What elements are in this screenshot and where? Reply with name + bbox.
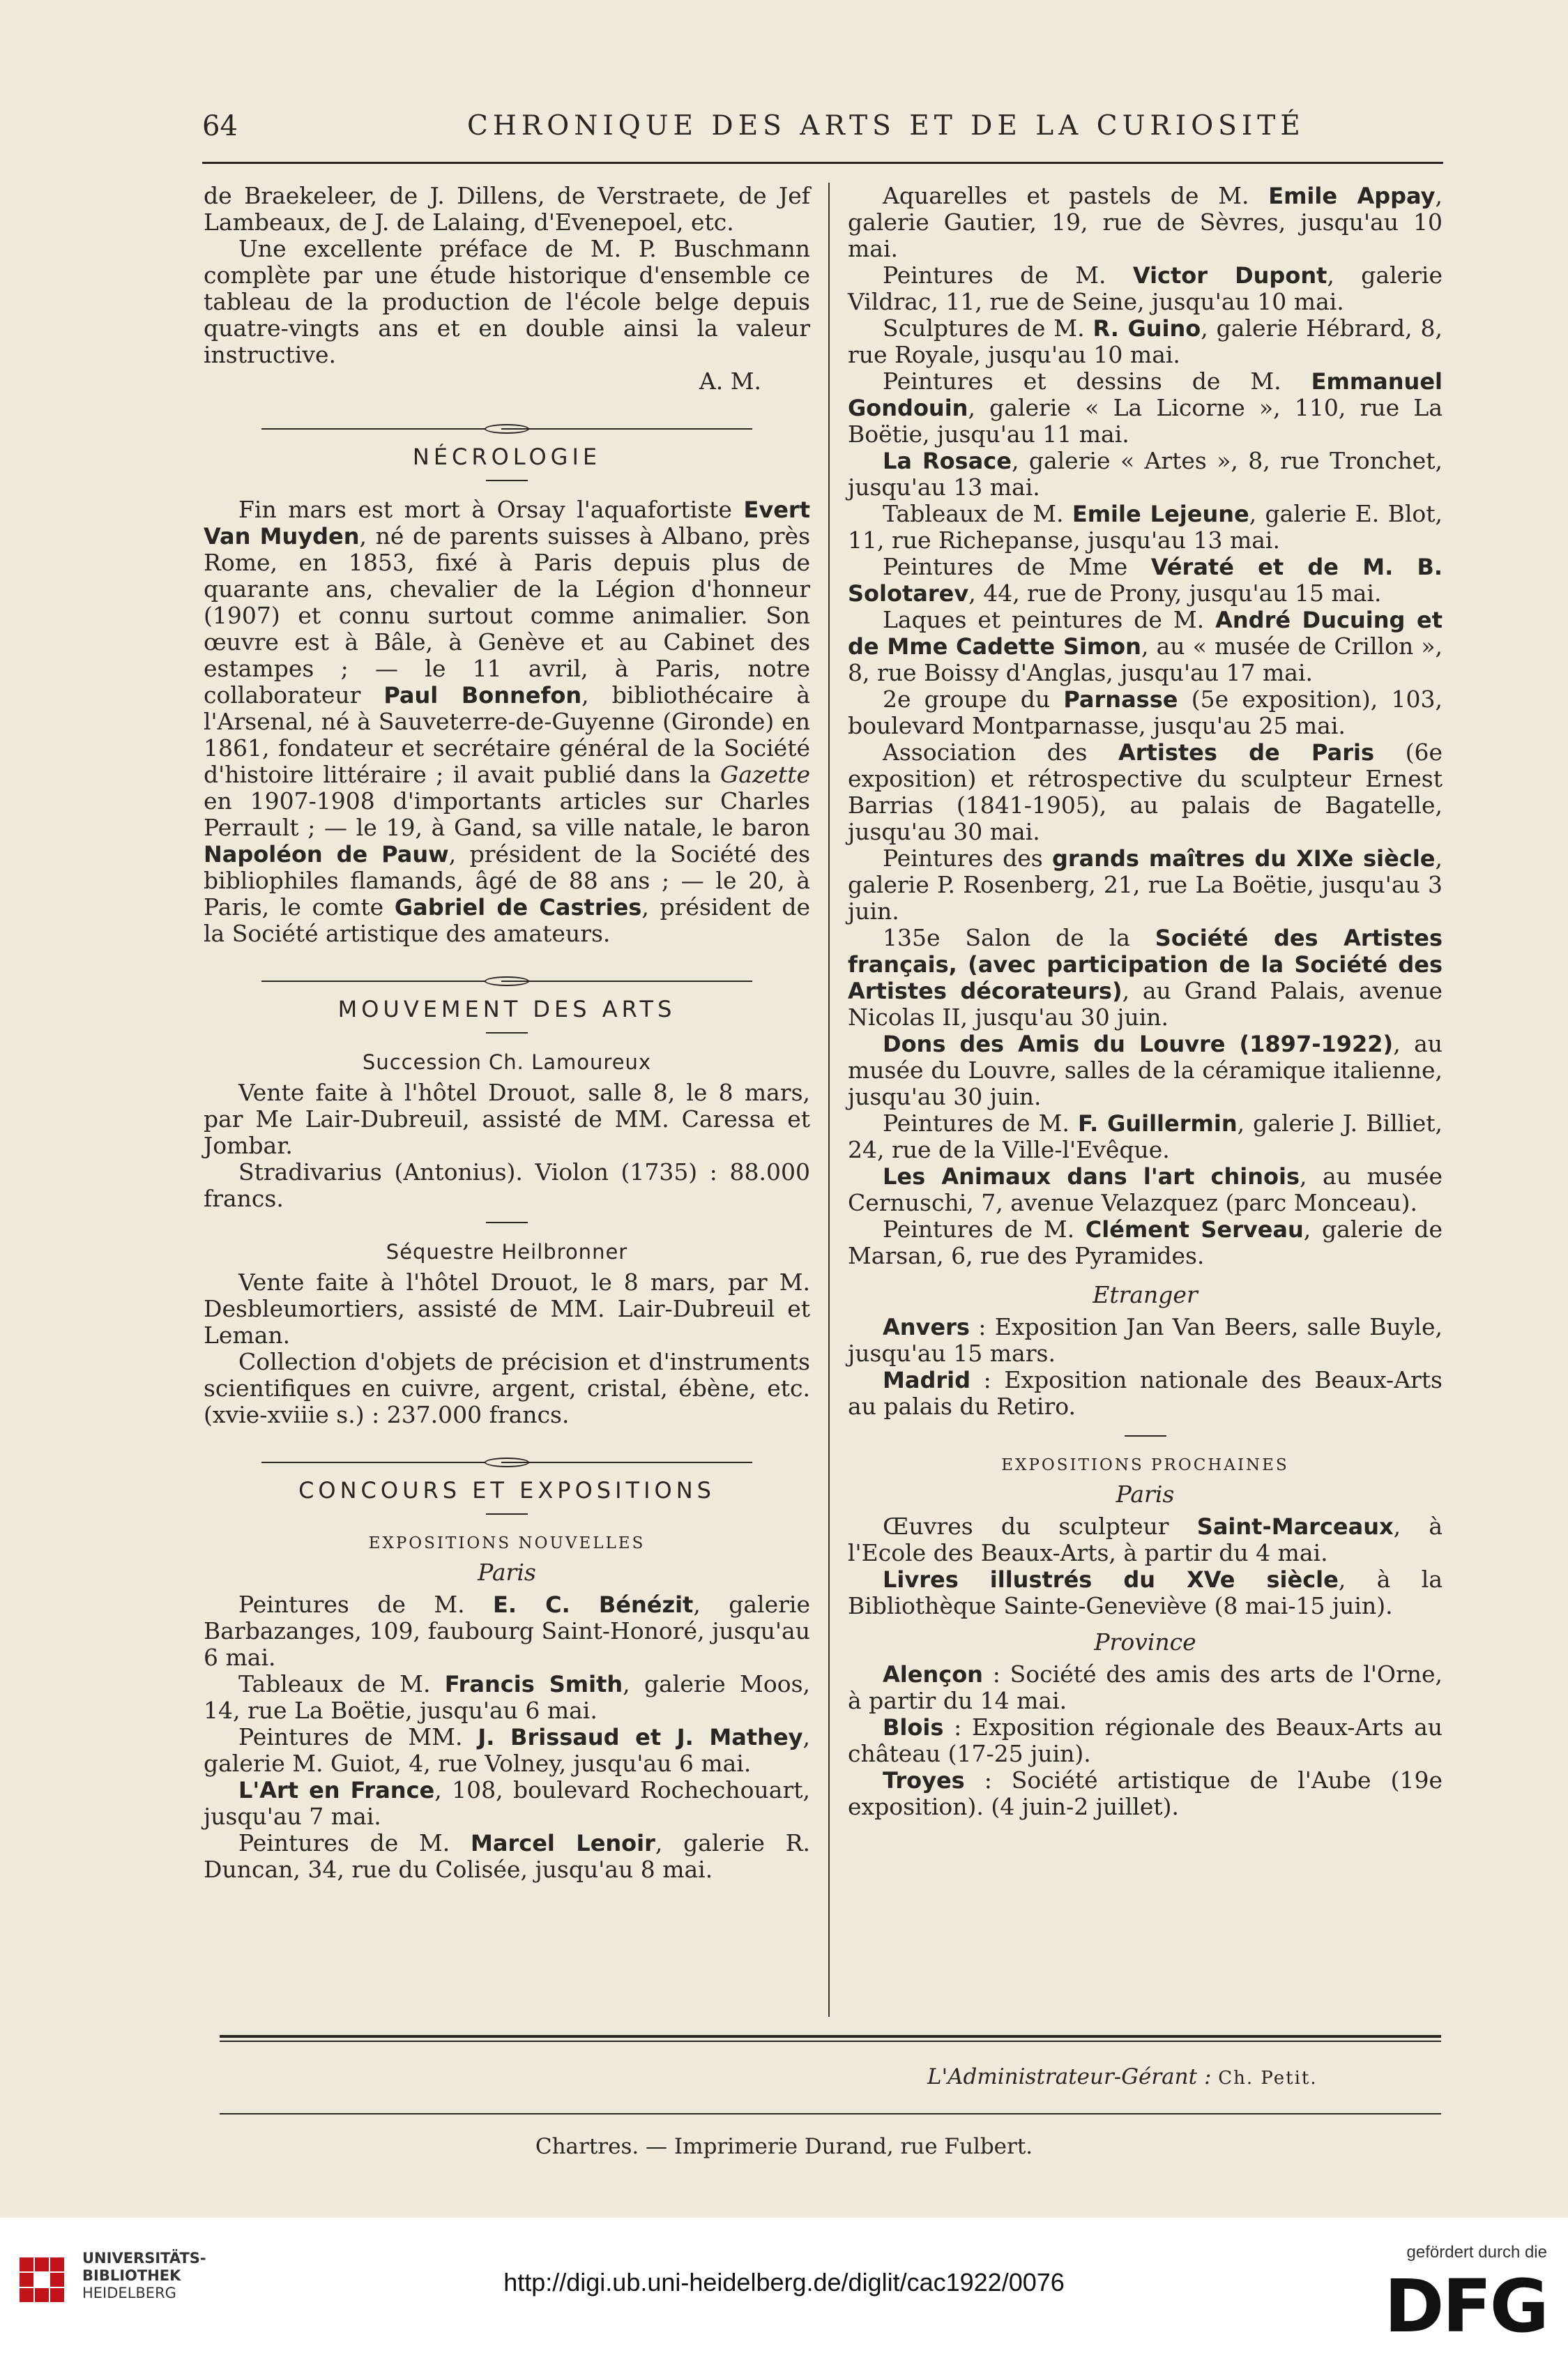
upcoming-entry: Œuvres du sculpteur Saint-Marceaux, à l'Ecole des Beaux-Arts, à partir du 4 mai. xyxy=(848,1513,1443,1566)
footer-rule xyxy=(220,2041,1441,2042)
city-heading-paris: Paris xyxy=(1116,1481,1175,1508)
short-rule xyxy=(486,1513,528,1515)
name-bonnefon: Paul Bonnefon xyxy=(383,682,582,709)
province-entry: Blois : Exposition régionale des Beaux-Arts au château (17-25 juin). xyxy=(848,1713,1443,1767)
page-header xyxy=(202,110,1443,152)
exhibition-entry: Association des Artistes de Paris (6e exposition) et rétrospective du sculpteur Ernest Barrias (1841-1905), au palais de Bagatelle, jusqu'au 30 mai. xyxy=(848,739,1443,845)
exhibition-entry: Peintures de M. Victor Dupont, galerie Vildrac, 11, rue de Seine, jusqu'au 10 mai. xyxy=(848,262,1443,315)
name-de-pauw: Napoléon de Pauw xyxy=(204,841,449,868)
name-van-muyden: Evert Van Muyden xyxy=(204,497,810,550)
exhibition-entry: 135e Salon de la Société des Artistes français, (avec participation de la Société des Artistes décorateurs), au Grand Palais, avenue Nicolas II, jusqu'au 30 juin. xyxy=(848,924,1443,1031)
upcoming-entry: Livres illustrés du XVe siècle, à la Bibliothèque Sainte-Geneviève (8 mai-15 juin). xyxy=(848,1566,1443,1619)
column-divider xyxy=(828,183,830,2017)
library-name: UNIVERSITÄTS- BIBLIOTHEK HEIDELBERG xyxy=(82,2250,206,2301)
exhibition-entry: Peintures de MM. J. Brissaud et J. Mathey, galerie M. Guiot, 4, rue Volney, jusqu'au 6 mai. xyxy=(204,1723,811,1777)
exhibition-entry: Peintures de Mme Vératé et de M. B. Solotarev, 44, rue de Prony, jusqu'au 15 mai. xyxy=(848,553,1443,607)
short-rule xyxy=(1125,1435,1166,1437)
exhibition-entry: Sculptures de M. R. Guino, galerie Hébrard, 8, rue Royale, jusqu'au 10 mai. xyxy=(848,315,1443,368)
exhibition-entry: Peintures de M. E. C. Bénézit, galerie Barbazanges, 109, faubourg Saint-Honoré, jusqu'au 6 mai. xyxy=(204,1591,811,1671)
ornament-divider xyxy=(204,967,810,976)
exhibition-entry: Peintures de M. Marcel Lenoir, galerie R. Duncan, 34, rue du Colisée, jusqu'au 8 mai. xyxy=(204,1829,811,1883)
sequestre-paragraph-1: Vente faite à l'hôtel Drouot, le 8 mars, par M. Desbleumortiers, assisté de MM. Lair-Dubreuil et Leman. xyxy=(204,1269,810,1349)
header-rule xyxy=(202,162,1443,164)
exhibition-entry: Peintures et dessins de M. Emmanuel Gondouin, galerie « La Licorne », 110, rue La Boëtie, jusqu'au 11 mai. xyxy=(848,368,1443,448)
province-heading: Province xyxy=(1094,1628,1196,1656)
left-column xyxy=(204,183,810,1883)
exhibition-entry: Les Animaux dans l'art chinois, au musée Cernuschi, 7, avenue Velazquez (parc Monceau). xyxy=(848,1163,1443,1216)
concours-heading: CONCOURS ET EXPOSITIONS xyxy=(298,1477,715,1504)
exhibition-entry: Peintures des grands maîtres du XIXe siècle, galerie P. Rosenberg, 21, rue La Boëtie, jusqu'au 3 juin. xyxy=(848,845,1443,925)
administrator-line: L'Administrateur-Gérant : Ch. Petit. xyxy=(927,2064,1318,2089)
succession-heading: Succession Ch. Lamoureux xyxy=(362,1050,652,1074)
exhibition-entry: La Rosace, galerie « Artes », 8, rue Tronchet, jusqu'au 13 mai. xyxy=(848,447,1443,501)
running-title: CHRONIQUE DES ARTS ET DE LA CURIOSITÉ xyxy=(467,110,1305,142)
foreign-entry: Madrid : Exposition nationale des Beaux-Arts au palais du Retiro. xyxy=(848,1366,1443,1420)
short-rule xyxy=(486,1222,528,1223)
funding-note: gefördert durch die xyxy=(1406,2243,1547,2262)
mouvement-heading: MOUVEMENT DES ARTS xyxy=(337,996,676,1022)
exhibition-entry: Dons des Amis du Louvre (1897-1922), au musée du Louvre, salles de la céramique italienne, jusqu'au 30 juin. xyxy=(848,1030,1443,1110)
exhibition-entry: 2e groupe du Parnasse (5e exposition), 103, boulevard Montparnasse, jusqu'au 25 mai. xyxy=(848,686,1443,739)
expositions-prochaines-heading: EXPOSITIONS PROCHAINES xyxy=(1001,1456,1289,1474)
short-rule xyxy=(486,480,528,481)
exhibition-entry: Tableaux de M. Emile Lejeune, galerie E. Blot, 11, rue Richepanse, jusqu'au 13 mai. xyxy=(848,500,1443,554)
exhibition-entry: Tableaux de M. Francis Smith, galerie Moos, 14, rue La Boëtie, jusqu'au 6 mai. xyxy=(204,1670,810,1724)
short-rule xyxy=(486,1032,528,1034)
ornament-divider xyxy=(204,1448,810,1458)
foreign-entry: Anvers : Exposition Jan Van Beers, salle Buyle, jusqu'au 15 mars. xyxy=(848,1313,1443,1367)
permalink-url[interactable]: http://digi.ub.uni-heidelberg.de/diglit/cac1922/0076 xyxy=(503,2268,1065,2297)
sequestre-heading: Séquestre Heilbronner xyxy=(386,1240,628,1264)
exhibition-entry: L'Art en France, 108, boulevard Rochechouart, jusqu'au 7 mai. xyxy=(204,1776,810,1830)
succession-paragraph-1: Vente faite à l'hôtel Drouot, salle 8, le 8 mars, par Me Lair-Dubreuil, assisté de MM. Caressa et Jombar. xyxy=(204,1079,810,1159)
exhibition-entry: Peintures de M. F. Guillermin, galerie J. Billiet, 24, rue de la Ville-l'Evêque. xyxy=(848,1110,1443,1163)
exhibition-entry: Laques et peintures de M. André Ducuing et de Mme Cadette Simon, au « musée de Crillon », 8, rue Boissy d'Anglas, jusqu'au 17 mai. xyxy=(848,606,1443,686)
necrologie-heading: NÉCROLOGIE xyxy=(412,444,602,470)
administrator-name: Ch. Petit. xyxy=(1218,2068,1318,2089)
etranger-heading: Etranger xyxy=(1093,1281,1198,1308)
printer-imprint: Chartres. — Imprimerie Durand, rue Fulbert. xyxy=(535,2134,1033,2159)
footer-rule xyxy=(220,2113,1441,2114)
exhibition-entry: Aquarelles et pastels de M. Emile Appay, galerie Gautier, 19, rue de Sèvres, jusqu'au 10 mai. xyxy=(848,182,1443,262)
sequestre-paragraph-2: Collection d'objets de précision et d'instruments scientifiques en cuivre, argent, cristal, ébène, etc. (xvie-xviiie s.) : 237.000 francs. xyxy=(204,1348,810,1428)
province-entry: Alençon : Société des amis des arts de l'Orne, à partir du 14 mai. xyxy=(848,1660,1443,1714)
footer-rule xyxy=(220,2035,1441,2038)
ornament-divider xyxy=(204,414,810,424)
right-column xyxy=(848,183,1443,1820)
name-de-castries: Gabriel de Castries xyxy=(394,894,642,921)
expositions-nouvelles-heading: EXPOSITIONS NOUVELLES xyxy=(368,1534,646,1552)
necrologie-paragraph: Fin mars est mort à Orsay l'aquafortiste Evert Van Muyden, né de parents suisses à Albano, près Rome, en 1853, fixé à Paris depuis plus de quarante ans, chevalier de la Légion d'honneur (1907) et connu surtout comme animalier. Son œuvre est à Bâle, à Genève et au Cabinet des estampes ; — le 11 avril, à Paris, notre collaborateur Paul Bonnefon, bibliothécaire à l'Arsenal, né à Sauveterre-de-Guyenne (Gironde) en 1861, fondateur et secrétaire général de la Société d'histoire littéraire ; il avait publié dans la Gazette en 1907-1908 d'importants articles sur Charles Perrault ; — le 19, à Gand, sa ville natale, le baron Napoléon de Pauw, président de la Société des bibliophiles flamands, âgé de 88 ans ; — le 20, à Paris, le comte Gabriel de Castries, président de la Société artistique des amateurs. xyxy=(204,496,811,947)
city-heading-paris: Paris xyxy=(478,1559,536,1586)
exhibition-entry: Peintures de M. Clément Serveau, galerie de Marsan, 6, rue des Pyramides. xyxy=(848,1216,1443,1269)
intro-paragraph-2: Une excellente préface de M. P. Buschmann complète par une étude historique d'ensemble ce tableau de la production de l'école belge depuis quatre-vingts ans et en double ainsi la valeur instructive. xyxy=(204,235,810,368)
dfg-logo: DFG xyxy=(1384,2264,1547,2349)
succession-paragraph-2: Stradivarius (Antonius). Violon (1735) : 88.000 francs. xyxy=(204,1158,810,1212)
province-entry: Troyes : Société artistique de l'Aube (19e exposition). (4 juin-2 juillet). xyxy=(848,1766,1443,1820)
page-number: 64 xyxy=(202,110,238,142)
article-signature: A. M. xyxy=(699,368,761,395)
gazette-title: Gazette xyxy=(720,761,810,788)
intro-paragraph-1: de Braekeleer, de J. Dillens, de Verstraete, de Jef Lambeaux, de J. de Lalaing, d'Evenepoel, etc. xyxy=(204,182,810,236)
